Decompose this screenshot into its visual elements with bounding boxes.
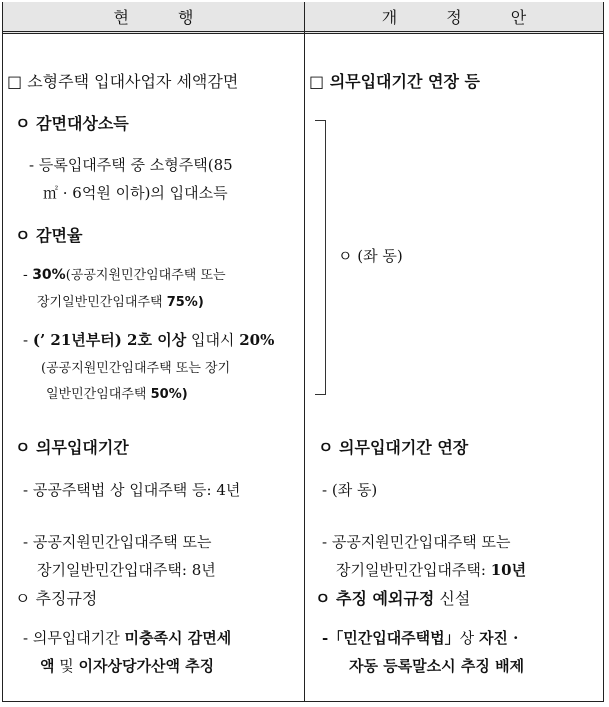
left-s4-line1 bbox=[23, 631, 231, 646]
left-s2-b-plain: 입대시 bbox=[186, 331, 240, 349]
right-s3-item2-line2-plain: 장기일반민간입대주택: bbox=[336, 561, 491, 579]
left-s1-heading: ㅇ 감면대상소득 bbox=[15, 114, 129, 133]
left-s2-b-line3 bbox=[46, 388, 188, 401]
left-s4-line1-bold: 미충족시 감면세 bbox=[124, 629, 232, 647]
right-s4-line1 bbox=[322, 631, 518, 646]
left-s2-a-bold: 30% bbox=[32, 267, 66, 283]
right-s3-item2-line2-bold: 10년 bbox=[490, 561, 527, 579]
right-s4-heading-plain: 신설 bbox=[434, 589, 471, 608]
right-s3-item1: - (좌 동) bbox=[322, 481, 378, 499]
right-s3-heading: ㅇ 의무입대기간 연장 bbox=[318, 438, 469, 457]
left-s4-line2-bold1: 액 bbox=[40, 657, 55, 675]
left-title: □ 소형주택 입대사업자 세액감면 bbox=[7, 72, 239, 91]
left-s1-line1: - 등록입대주택 중 소형주택(85 bbox=[29, 156, 233, 174]
right-s3-item2-line2 bbox=[336, 563, 526, 578]
left-s3-heading: ㅇ 의무입대기간 bbox=[15, 438, 129, 457]
left-s4-line2-bold2: 이자상당가산액 추징 bbox=[78, 657, 215, 675]
left-s2-a-line2-plain: 장기일반민간임대주택 bbox=[37, 295, 167, 310]
left-s2-a-line2-bold: 75%) bbox=[166, 295, 204, 310]
left-s4-line2-plain: 및 bbox=[54, 657, 79, 675]
right-s4-line1-bold1: -「민간입대주택법」 bbox=[322, 629, 460, 647]
left-s1-line2: ㎡ · 6억원 이하)의 입대소득 bbox=[43, 184, 228, 202]
left-s2-b-bold1: (’ 21년부터) 2호 이상 bbox=[32, 331, 187, 349]
left-s3-item2-line1: - 공공지원민간입대주택 또는 bbox=[23, 533, 212, 551]
right-s4-line2: 자동 등록말소시 추징 배제 bbox=[349, 657, 525, 675]
left-s2-b-line2: (공공지원민간임대주택 또는 장기 bbox=[41, 361, 231, 376]
left-s2-a-rest: (공공지원민간임대주택 또는 bbox=[65, 268, 226, 283]
right-s4-line1-bold2: 자진 · bbox=[478, 629, 519, 647]
left-s2-a-line1: - 30%(공공지원민간임대주택 또는 bbox=[23, 267, 226, 283]
right-s4-heading bbox=[315, 591, 470, 607]
right-s3-item2-line1: - 공공지원민간입대주택 또는 bbox=[322, 533, 511, 551]
left-s2-b-line3-bold: 50%) bbox=[150, 387, 188, 402]
merge-bracket bbox=[315, 120, 326, 395]
right-s4-line1-plain: 상 bbox=[459, 629, 479, 647]
left-s4-heading: ㅇ 추징규정 bbox=[15, 589, 98, 608]
left-s2-heading: ㅇ 감면율 bbox=[15, 226, 83, 245]
left-s4-line1-plain: - 의무입대기간 bbox=[23, 629, 125, 647]
header-current-label: 현 행 bbox=[113, 8, 216, 27]
left-s3-item2-line2: 장기일반민간입대주택: 8년 bbox=[37, 561, 216, 579]
left-s4-line2 bbox=[40, 659, 214, 674]
left-s2-b-line3-plain: 일반민간임대주택 bbox=[46, 387, 151, 402]
left-s2-b-line1: - (’ 21년부터) 2호 이상 입대시 20% bbox=[23, 331, 275, 349]
left-s2-a-line2 bbox=[37, 296, 204, 309]
right-same1: ㅇ (좌 동) bbox=[338, 247, 403, 265]
header-current bbox=[3, 2, 304, 34]
left-s3-item1: - 공공주택법 상 입대주택 등: 4년 bbox=[23, 481, 241, 499]
column-divider bbox=[304, 2, 305, 702]
header-revised-label: 개 정 안 bbox=[381, 8, 549, 27]
left-s2-b-bold2: 20% bbox=[239, 331, 275, 349]
right-title: □ 의무입대기간 연장 등 bbox=[309, 72, 480, 91]
right-s4-heading-bold: ㅇ 추징 예외규정 bbox=[315, 589, 435, 608]
header-revised bbox=[305, 2, 603, 34]
